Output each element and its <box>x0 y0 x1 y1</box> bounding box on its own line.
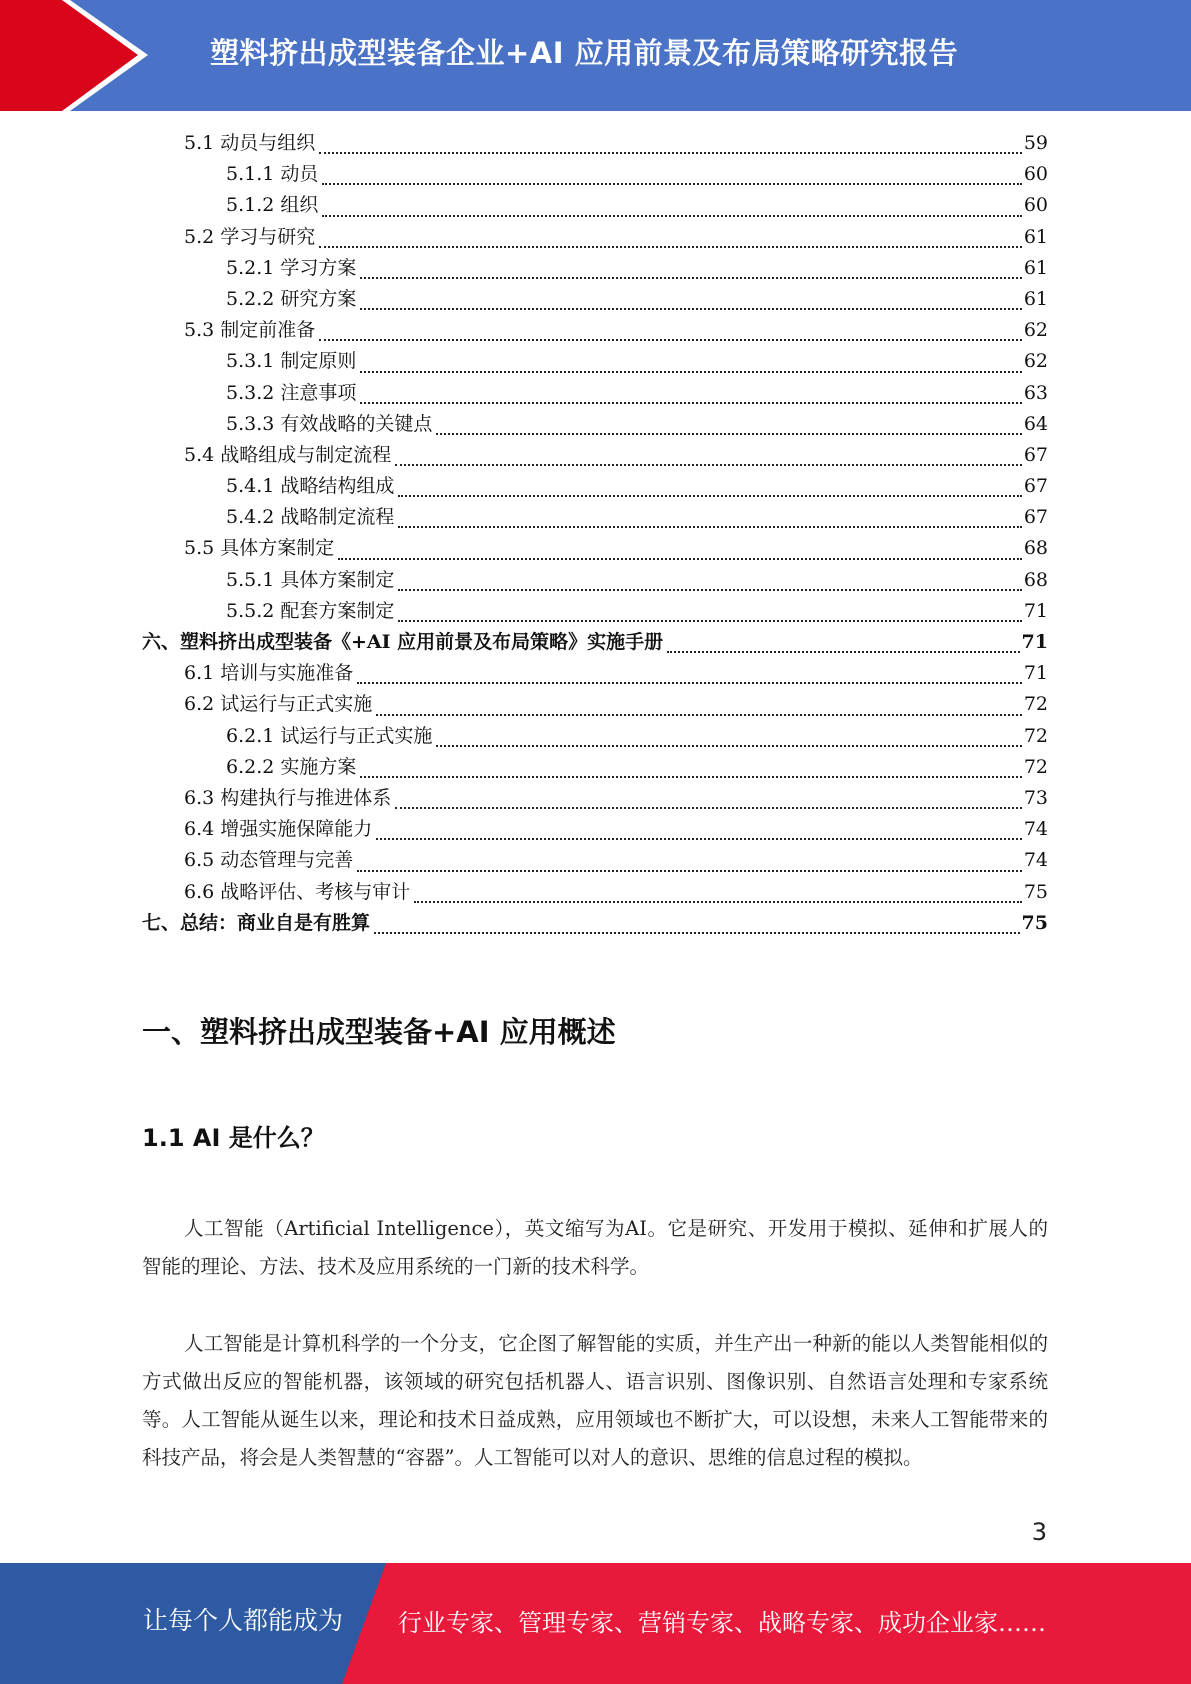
toc-dot-leader <box>319 339 1022 341</box>
paragraph: 人工智能是计算机科学的一个分支，它企图了解智能的实质，并生产出一种新的能以人类智能相似的方式做出反应的智能机器，该领域的研究包括机器人、语言识别、图像识别、自然语言处理和专家系统等。人工智能从诞生以来，理论和技术日益成熟，应用领域也不断扩大，可以设想，未来人工智能带来的科技产品，将会是人类智慧的“容器”。人工智能可以对人的意识、思维的信息过程的模拟。 <box>142 1332 1048 1469</box>
toc-entry-page: 71 <box>1021 631 1048 653</box>
toc-entry[interactable] <box>142 877 1048 908</box>
toc-dot-leader <box>414 901 1022 903</box>
toc-entry-title: 6.2 试运行与正式实施 <box>184 693 373 716</box>
toc-dot-leader <box>360 776 1021 778</box>
toc-entry-title: 5.4.2 战略制定流程 <box>226 506 395 529</box>
toc-entry[interactable] <box>142 908 1048 939</box>
toc-entry-title: 5.1 动员与组织 <box>184 132 316 154</box>
toc-entry[interactable] <box>142 315 1048 346</box>
toc-dot-leader <box>360 308 1021 310</box>
toc-entry-page: 60 <box>1023 163 1048 186</box>
toc-entry[interactable] <box>142 346 1048 377</box>
page-footer <box>0 1563 1191 1684</box>
toc-dot-leader <box>436 745 1021 747</box>
toc-entry-title: 5.1.1 动员 <box>226 163 319 186</box>
toc-entry[interactable] <box>142 627 1048 658</box>
toc-entry[interactable] <box>142 471 1048 502</box>
toc-dot-leader <box>322 183 1021 185</box>
toc-entry-page: 75 <box>1021 911 1048 934</box>
toc-dot-leader <box>360 277 1021 279</box>
toc-entry-page: 60 <box>1023 194 1048 217</box>
toc-entry-title: 5.4.1 战略结构组成 <box>226 475 395 498</box>
section-heading: 一、塑料挤出成型装备+AI 应用概述 <box>142 1015 616 1049</box>
subsection-heading: 1.1 AI 是什么？ <box>142 1124 325 1152</box>
toc-entry-title: 5.3.3 有效战略的关键点 <box>226 412 433 435</box>
toc-entry-title: 5.3.2 注意事项 <box>226 381 357 404</box>
footer-roles: 行业专家、管理专家、营销专家、战略专家、成功企业家…… <box>398 1609 1046 1637</box>
toc-entry[interactable] <box>142 596 1048 627</box>
toc-entry-page: 68 <box>1023 537 1048 560</box>
toc-dot-leader <box>338 558 1022 560</box>
report-title: 塑料挤出成型装备企业+AI 应用前景及布局策略研究报告 <box>210 36 959 70</box>
toc-dot-leader <box>357 682 1022 684</box>
toc-entry-page: 59 <box>1023 132 1048 154</box>
toc-entry-page: 67 <box>1023 475 1048 498</box>
toc-entry-title: 6.6 战略评估、考核与审计 <box>184 880 411 903</box>
toc-entry[interactable] <box>142 409 1048 440</box>
toc-entry-title: 6.2.2 实施方案 <box>226 755 357 778</box>
toc-entry-page: 73 <box>1023 786 1048 809</box>
toc-entry-title: 5.5 具体方案制定 <box>184 537 335 560</box>
toc-entry[interactable] <box>142 721 1048 752</box>
toc-entry-page: 71 <box>1023 599 1048 622</box>
paragraph: 人工智能（Artificial Intelligence），英文缩写为AI。它是研究、开发用于模拟、延伸和扩展人的智能的理论、方法、技术及应用系统的一门新的技术科学。 <box>142 1217 1048 1278</box>
toc-entry[interactable] <box>142 783 1048 814</box>
toc-entry[interactable] <box>142 814 1048 845</box>
toc-dot-leader <box>436 433 1021 435</box>
toc-entry-title: 5.4 战略组成与制定流程 <box>184 443 392 466</box>
toc-entry[interactable] <box>142 440 1048 471</box>
toc-entry[interactable] <box>142 689 1048 720</box>
toc-entry-page: 62 <box>1023 319 1048 342</box>
toc-dot-leader <box>398 589 1021 591</box>
toc-entry[interactable] <box>142 533 1048 564</box>
toc-entry-page: 67 <box>1023 506 1048 529</box>
toc-entry-page: 61 <box>1023 256 1048 279</box>
toc-entry-page: 75 <box>1023 880 1048 903</box>
toc-entry-page: 72 <box>1023 724 1048 747</box>
toc-entry-title: 6.5 动态管理与完善 <box>184 849 354 872</box>
footer-slogan: 让每个人都能成为 <box>143 1606 344 1635</box>
toc-dot-leader <box>322 215 1021 217</box>
toc-dot-leader <box>319 152 1022 154</box>
toc-entry[interactable] <box>142 284 1048 315</box>
toc-entry[interactable] <box>142 253 1048 284</box>
page-number: 3 <box>1031 1518 1047 1546</box>
toc-entry-page: 71 <box>1023 662 1048 685</box>
toc-entry-title: 5.2.1 学习方案 <box>226 256 357 279</box>
toc-dot-leader <box>667 651 1019 653</box>
toc-entry-title: 5.5.2 配套方案制定 <box>226 599 395 622</box>
toc-entry-title: 6.4 增强实施保障能力 <box>184 818 373 841</box>
toc-entry-page: 62 <box>1023 350 1048 373</box>
toc-entry-title: 6.1 培训与实施准备 <box>184 662 354 685</box>
toc-entry-title: 六、塑料挤出成型装备《+AI 应用前景及布局策略》实施手册 <box>142 631 664 653</box>
toc-entry[interactable] <box>142 502 1048 533</box>
toc-dot-leader <box>374 932 1020 934</box>
toc-entry[interactable] <box>142 378 1048 409</box>
toc-dot-leader <box>398 620 1021 622</box>
toc-entry-page: 67 <box>1023 443 1048 466</box>
toc-entry-title: 6.2.1 试运行与正式实施 <box>226 724 433 747</box>
toc-entry[interactable] <box>142 222 1048 253</box>
header-chevron-arrow <box>0 0 140 111</box>
toc-entry[interactable] <box>142 658 1048 689</box>
toc-entry-page: 68 <box>1023 568 1048 591</box>
toc-entry-title: 5.1.2 组织 <box>226 194 319 217</box>
toc-entry-page: 72 <box>1023 693 1048 716</box>
toc-entry-title: 5.5.1 具体方案制定 <box>226 568 395 591</box>
toc-entry-page: 72 <box>1023 755 1048 778</box>
table-of-contents <box>142 128 1048 939</box>
toc-entry-title: 七、总结：商业自是有胜算 <box>142 911 371 934</box>
toc-dot-leader <box>360 371 1021 373</box>
toc-entry-page: 63 <box>1023 381 1048 404</box>
toc-entry[interactable] <box>142 190 1048 221</box>
toc-entry-page: 74 <box>1023 849 1048 872</box>
toc-dot-leader <box>398 495 1021 497</box>
toc-entry-title: 5.3 制定前准备 <box>184 319 316 342</box>
toc-dot-leader <box>395 464 1022 466</box>
toc-dot-leader <box>376 838 1022 840</box>
toc-dot-leader <box>357 870 1022 872</box>
toc-entry[interactable] <box>142 128 1048 159</box>
toc-entry-page: 64 <box>1023 412 1048 435</box>
toc-entry-page: 74 <box>1023 818 1048 841</box>
toc-entry[interactable] <box>142 845 1048 876</box>
toc-dot-leader <box>398 526 1021 528</box>
toc-dot-leader <box>395 807 1022 809</box>
toc-entry-page: 61 <box>1023 287 1048 310</box>
toc-entry-title: 5.2.2 研究方案 <box>226 287 357 310</box>
toc-dot-leader <box>319 246 1022 248</box>
toc-entry-title: 5.2 学习与研究 <box>184 225 316 248</box>
toc-entry[interactable] <box>142 159 1048 190</box>
toc-entry-page: 61 <box>1023 225 1048 248</box>
toc-dot-leader <box>376 714 1022 716</box>
toc-entry-title: 6.3 构建执行与推进体系 <box>184 786 392 809</box>
page-header <box>0 0 1191 111</box>
toc-entry[interactable] <box>142 565 1048 596</box>
toc-entry-title: 5.3.1 制定原则 <box>226 350 357 373</box>
toc-entry[interactable] <box>142 752 1048 783</box>
toc-dot-leader <box>360 402 1021 404</box>
